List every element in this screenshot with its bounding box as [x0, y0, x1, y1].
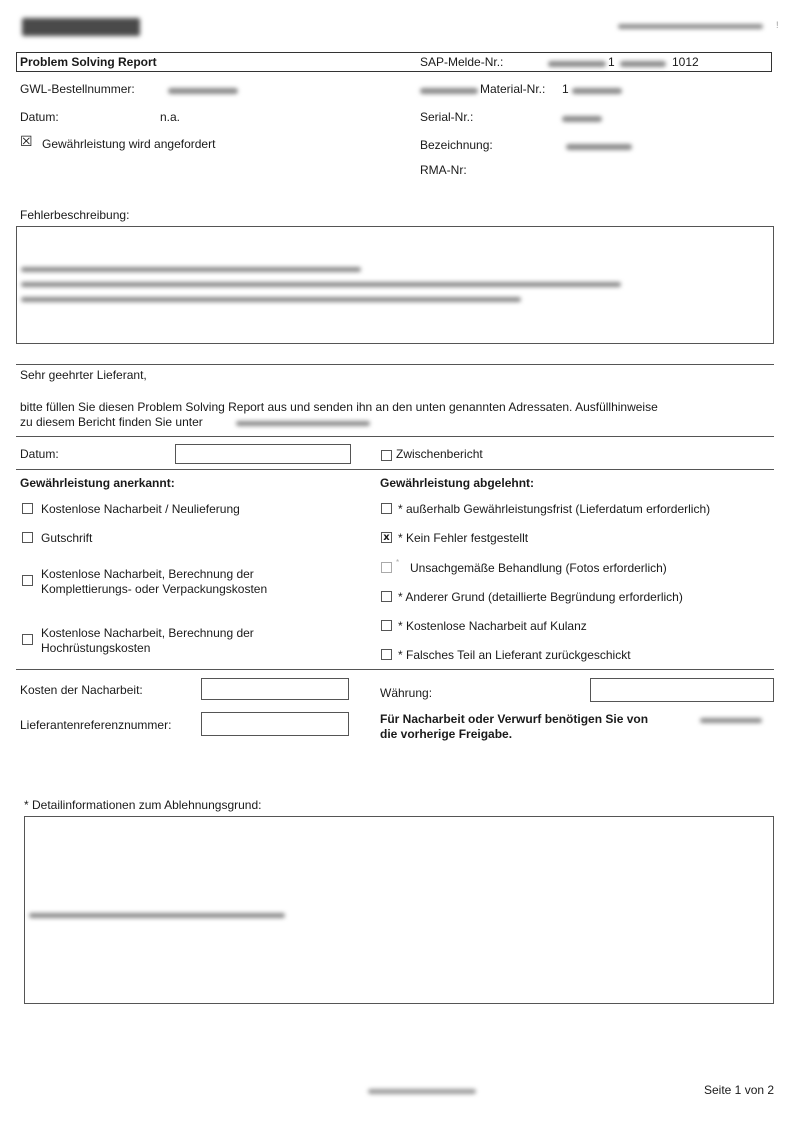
interim-report-checkbox[interactable]: [381, 450, 392, 461]
approval-note-line-2: die vorherige Freigabe.: [380, 727, 513, 741]
divider: [16, 669, 774, 670]
serial-label: Serial-Nr.:: [420, 110, 474, 124]
rejected-option-checkbox[interactable]: [381, 562, 392, 573]
accepted-option-label: Kostenlose Nacharbeit, Berechnung der: [41, 626, 254, 640]
instructions-line-2: zu diesem Bericht finden Sie unter: [20, 415, 203, 429]
top-right-mark: !: [776, 20, 779, 30]
document-id-redacted: [618, 24, 763, 29]
error-description-label: Fehlerbeschreibung:: [20, 208, 130, 222]
warranty-request-label: Gewährleistung wird angefordert: [42, 137, 216, 151]
approval-note-line-1: Für Nacharbeit oder Verwurf benötigen Sie von: [380, 712, 649, 726]
rejected-option-label: * Kein Fehler festgestellt: [398, 531, 529, 545]
rejected-option-asterisk-faint: *: [396, 558, 400, 567]
rma-label: RMA-Nr:: [420, 163, 467, 177]
rework-cost-label: Kosten der Nacharbeit:: [20, 683, 143, 697]
report-title: Problem Solving Report: [20, 55, 157, 69]
gwl-order-label: GWL-Bestellnummer:: [20, 82, 135, 96]
sap-number-label: SAP-Melde-Nr.:: [420, 55, 504, 69]
siemens-logo: [22, 18, 140, 36]
rejected-option-label: Unsachgemäße Behandlung (Fotos erforderlich): [410, 561, 667, 575]
divider: [16, 364, 774, 365]
rejected-option-label: * Falsches Teil an Lieferant zurückgeschickt: [398, 648, 631, 662]
accepted-option-label-2: Komplettierungs- oder Verpackungskosten: [41, 582, 268, 596]
accepted-option-label: Kostenlose Nacharbeit / Neulieferung: [41, 502, 240, 516]
material-prefix-redacted: [420, 88, 478, 94]
error-text-line: [21, 297, 521, 302]
rejection-details-label: * Detailinformationen zum Ablehnungsgrund:: [24, 798, 262, 812]
material-value: 1: [562, 82, 569, 96]
sap-number-redacted-2: [620, 61, 666, 67]
bezeichnung-redacted: [566, 144, 632, 150]
accepted-option-checkbox[interactable]: [22, 575, 33, 586]
rejected-option-checkbox[interactable]: x: [381, 532, 392, 543]
currency-label: Währung:: [380, 686, 433, 700]
datum-value: n.a.: [160, 110, 181, 124]
supplier-reference-input[interactable]: [201, 712, 349, 736]
sap-number-redacted: [548, 61, 606, 67]
interim-report-label: Zwischenbericht: [396, 447, 483, 461]
divider: [16, 469, 774, 470]
divider: [16, 436, 774, 437]
form-datum-label: Datum:: [20, 447, 59, 461]
error-text-line: [21, 282, 621, 287]
currency-input[interactable]: [590, 678, 774, 702]
serial-redacted: [562, 116, 602, 122]
bezeichnung-label: Bezeichnung:: [420, 138, 493, 152]
rejection-details-box[interactable]: [24, 816, 774, 1004]
rework-cost-input[interactable]: [201, 678, 349, 700]
rejected-option-checkbox[interactable]: [381, 591, 392, 602]
warranty-request-checkbox[interactable]: ☒: [20, 134, 33, 150]
instructions-line-1: bitte füllen Sie diesen Problem Solving Report aus und senden ihn an den unten genannten Adressaten. Ausfüllhinweise: [20, 400, 658, 414]
material-redacted: [572, 88, 622, 94]
page-number: Seite 1 von 2: [704, 1083, 775, 1097]
accepted-option-checkbox[interactable]: [22, 634, 33, 645]
material-label: Material-Nr.:: [480, 82, 546, 96]
accepted-option-label: Kostenlose Nacharbeit, Berechnung der: [41, 567, 254, 581]
rejected-option-label: * Anderer Grund (detaillierte Begründung erforderlich): [398, 590, 683, 604]
accepted-option-checkbox[interactable]: [22, 503, 33, 514]
rejected-option-checkbox[interactable]: [381, 503, 392, 514]
approval-company-redacted: [700, 718, 762, 723]
datum-label: Datum:: [20, 110, 59, 124]
footer-document-id-redacted: [368, 1089, 476, 1094]
sap-number-prefix: 1: [608, 55, 615, 69]
error-description-box[interactable]: [16, 226, 774, 344]
rejected-option-checkbox[interactable]: [381, 649, 392, 660]
error-text-line: [21, 267, 361, 272]
gwl-order-redacted: [168, 88, 238, 94]
rejected-option-checkbox[interactable]: [381, 620, 392, 631]
sap-number-value: 1012: [672, 55, 699, 69]
rejected-option-label: * Kostenlose Nacharbeit auf Kulanz: [398, 619, 587, 633]
salutation: Sehr geehrter Lieferant,: [20, 368, 147, 382]
supplier-reference-label: Lieferantenreferenznummer:: [20, 718, 172, 732]
accepted-option-checkbox[interactable]: [22, 532, 33, 543]
accepted-option-label-2: Hochrüstungskosten: [41, 641, 151, 655]
accepted-heading: Gewährleistung anerkannt:: [20, 476, 175, 490]
details-text-line: [29, 913, 285, 918]
rejected-option-label: * außerhalb Gewährleistungsfrist (Lieferdatum erforderlich): [398, 502, 711, 516]
instructions-url-redacted: [236, 421, 370, 426]
form-datum-input[interactable]: [175, 444, 351, 464]
rejected-heading: Gewährleistung abgelehnt:: [380, 476, 535, 490]
accepted-option-label: Gutschrift: [41, 531, 93, 545]
